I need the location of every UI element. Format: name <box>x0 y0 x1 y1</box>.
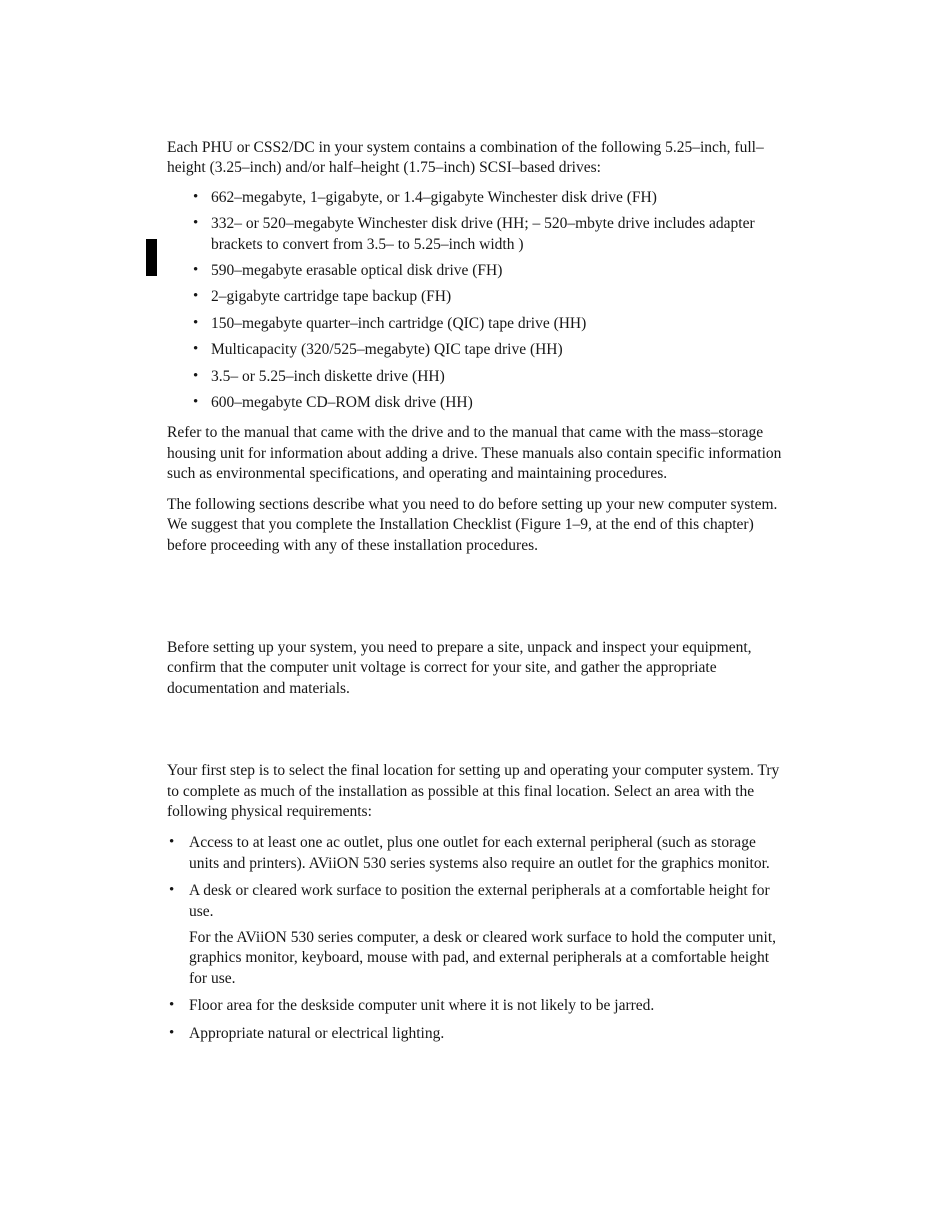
bullet-icon: • <box>169 882 175 899</box>
bullet-icon: • <box>169 1024 175 1041</box>
drive-list <box>167 188 785 414</box>
requirement-item <box>169 833 785 874</box>
refer-paragraph: Refer to the manual that came with the drive and to the manual that came with the mass–storage housing unit for information about adding a drive. These manuals also contain specific information such as environmental specifications, and operating and maintaining procedures. <box>167 424 782 483</box>
bullet-icon: • <box>193 367 199 384</box>
desk-note: For the AViiON 530 series computer, a desk or cleared work surface to hold the computer unit, graphics monitor, keyboard, mouse with pad, and external peripherals at a comfortable height for use. <box>189 928 777 987</box>
drive-list-item <box>193 261 785 281</box>
drive-list-item-text: 600–megabyte CD–ROM disk drive (HH) <box>211 394 473 412</box>
bullet-icon: • <box>193 188 199 205</box>
bullet-icon: • <box>169 997 175 1014</box>
drive-list-item <box>193 214 785 255</box>
bullet-icon: • <box>193 341 199 358</box>
drive-list-item <box>193 287 785 307</box>
content-column <box>167 138 785 1051</box>
intro-paragraph: Each PHU or CSS2/DC in your system contains a combination of the following 5.25–inch, full–height (3.25–inch) and/or half–height (1.75–inch) SCSI–based drives: <box>167 139 764 177</box>
change-bar <box>146 239 157 276</box>
drive-list-item-text: Multicapacity (320/525–megabyte) QIC tape drive (HH) <box>211 341 563 359</box>
drive-list-item <box>193 188 785 208</box>
bullet-icon: • <box>193 314 199 331</box>
bullet-icon: • <box>193 262 199 279</box>
drive-list-item-text: 590–megabyte erasable optical disk drive (FH) <box>211 262 503 280</box>
drive-list-item-text: 662–megabyte, 1–gigabyte, or 1.4–gigabyte Winchester disk drive (FH) <box>211 188 657 206</box>
drive-list-item-text: 3.5– or 5.25–inch diskette drive (HH) <box>211 367 445 385</box>
drive-list-item <box>193 367 785 387</box>
bullet-icon: • <box>193 394 199 411</box>
requirement-item <box>169 996 785 1016</box>
drive-list-item <box>193 393 785 413</box>
drive-list-item-text: 150–megabyte quarter–inch cartridge (QIC) tape drive (HH) <box>211 314 587 332</box>
requirement-item-text: Appropriate natural or electrical lighting. <box>189 1024 445 1042</box>
bullet-icon: • <box>169 834 175 851</box>
requirement-item-text: Access to at least one ac outlet, plus one outlet for each external peripheral (such as storage units and printers). AViiON 530 series systems also require an outlet for the graphics monitor. <box>189 834 770 872</box>
requirements-list <box>167 833 785 1044</box>
drive-list-item-text: 2–gigabyte cartridge tape backup (FH) <box>211 288 452 306</box>
drive-list-item-text: 332– or 520–megabyte Winchester disk drive (HH; – 520–mbyte drive includes adapter brackets to convert from 3.5– to 5.25–inch width ) <box>211 215 755 253</box>
sections-paragraph: The following sections describe what you need to do before setting up your new computer system. We suggest that you complete the Installation Checklist (Figure 1–9, at the end of this chapter) before proceeding with any of these installation procedures. <box>167 495 778 554</box>
requirement-item <box>169 881 785 989</box>
bullet-icon: • <box>193 215 199 232</box>
location-paragraph: Your first step is to select the final location for setting up and operating your computer system. Try to complete as much of the installation as possible at this final location. Select an area with the following physical requirements: <box>167 762 780 820</box>
requirement-item-text: Floor area for the deskside computer unit where it is not likely to be jarred. <box>189 997 655 1015</box>
bullet-icon: • <box>193 288 199 305</box>
prepare-paragraph: Before setting up your system, you need to prepare a site, unpack and inspect your equipment, confirm that the computer unit voltage is correct for your site, and gather the appropriate documentation and materials. <box>167 638 752 697</box>
drive-list-item <box>193 314 785 334</box>
requirement-item-text: A desk or cleared work surface to position the external peripherals at a comfortable height for use. <box>189 882 770 920</box>
drive-list-item <box>193 340 785 360</box>
requirement-item <box>169 1024 785 1044</box>
